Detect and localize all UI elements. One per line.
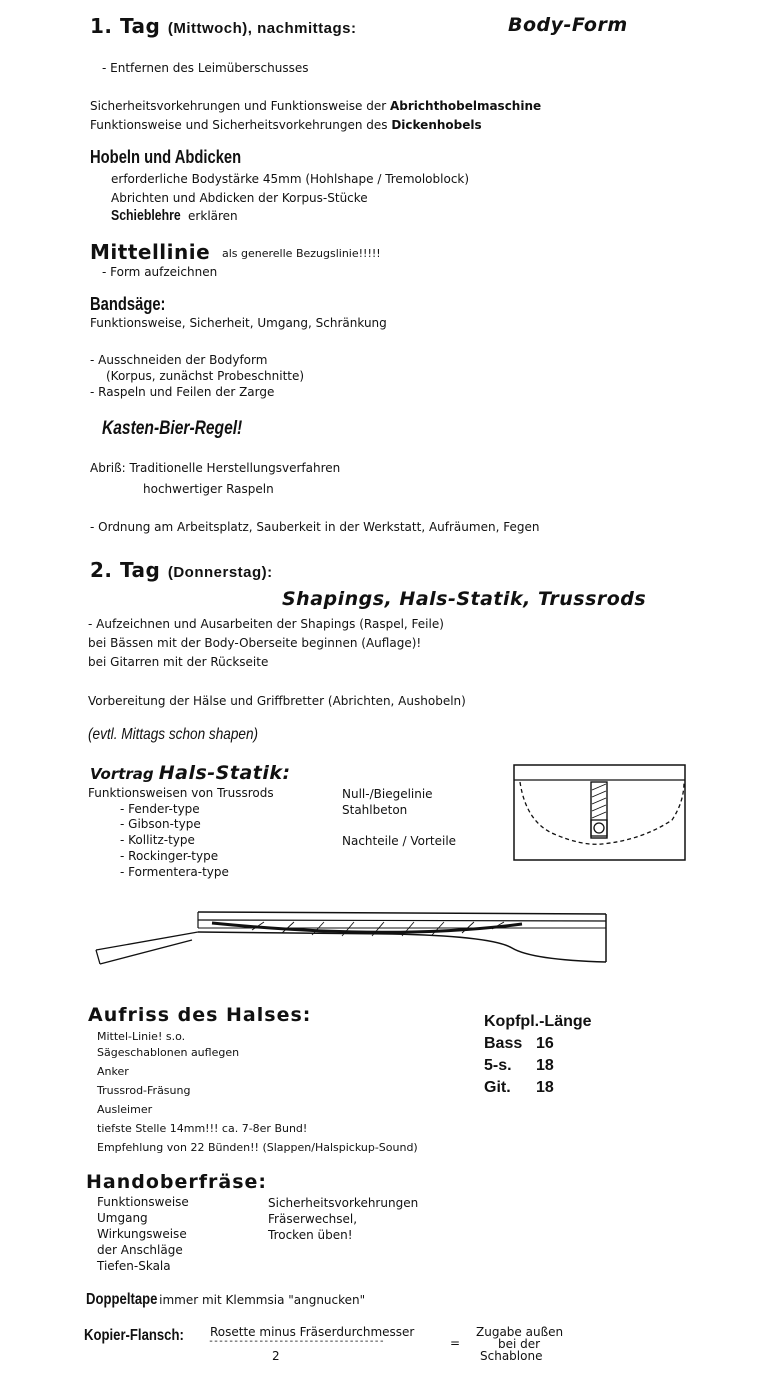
kopfplatte-git-label: Git.	[484, 1079, 511, 1096]
fraese-left-5: Tiefen-Skala	[97, 1259, 171, 1273]
form-aufzeichnen: - Form aufzeichnen	[102, 265, 218, 279]
schieblehre-line	[111, 205, 238, 224]
kopfplatte-bass-label: Bass	[484, 1035, 523, 1052]
dickenhobel-term: Dickenhobels	[391, 118, 482, 132]
day1-heading-subtitle: (Mittwoch), nachmittags:	[167, 20, 357, 37]
neck-cross-section-sketch	[512, 762, 688, 864]
safety-line-2	[90, 118, 482, 132]
cut-line-2: (Korpus, zunächst Probeschnitte)	[106, 369, 305, 383]
safety-line-1-text: Sicherheitsvorkehrungen und Funktionsweise der	[90, 99, 391, 113]
fraese-right-1: Sicherheitsvorkehrungen	[268, 1196, 419, 1210]
trussrod-type-5: - Formentera-type	[120, 865, 229, 879]
fraese-left-4: der Anschläge	[97, 1243, 183, 1257]
day2-heading	[90, 558, 273, 582]
aufriss-item-6: tiefste Stelle 14mm!!! ca. 7-8er Bund!	[97, 1122, 308, 1135]
fraese-right-2: Fräserwechsel,	[268, 1212, 358, 1226]
aufriss-item-4: Trussrod-Fräsung	[97, 1084, 191, 1097]
formula-equals: =	[450, 1336, 461, 1350]
formula-fraction-bar: -----------------------------------	[208, 1336, 384, 1347]
null-biegelinie: Null-/Biegelinie	[342, 787, 433, 801]
leim-line: - Entfernen des Leimüberschusses	[102, 61, 309, 75]
hobeln-heading: Hobeln und Abdicken	[90, 147, 242, 167]
safety-line-2-text: Funktionsweise und Sicherheitsvorkehrungen des	[90, 118, 392, 132]
day1-heading-number: 1. Tag	[90, 14, 161, 38]
day1-heading	[90, 14, 357, 38]
aufriss-item-1: Mittel-Linie! s.o.	[97, 1030, 186, 1043]
fraese-left-1: Funktionsweise	[97, 1195, 189, 1209]
day2-heading-subtitle: (Donnerstag):	[167, 564, 273, 581]
doppeltape-line	[86, 1289, 365, 1309]
aufriss-item-5: Ausleimer	[97, 1103, 153, 1116]
aufriss-item-2: Sägeschablonen auflegen	[97, 1046, 240, 1059]
day1-title: Body-Form	[508, 14, 628, 36]
cut-line-1: - Ausschneiden der Bodyform	[90, 353, 268, 367]
formula-result-2: bei der	[498, 1337, 541, 1351]
aufriss-heading: Aufriss des Halses:	[88, 1004, 312, 1026]
mittellinie-note: als generelle Bezugslinie!!!!!	[222, 247, 381, 260]
abriss-line-2: hochwertiger Raspeln	[143, 482, 274, 496]
vorbereitung-line: Vorbereitung der Hälse und Griffbretter (Abrichten, Aushobeln)	[88, 694, 466, 708]
trussrod-type-2: - Gibson-type	[120, 817, 201, 831]
vortrag-word: Vortrag	[90, 765, 154, 783]
kopfplatte-5s-value: 18	[536, 1057, 554, 1074]
fraese-heading: Handoberfräse:	[86, 1171, 268, 1193]
trussrod-type-4: - Rockinger-type	[120, 849, 219, 863]
mittellinie-heading: Mittellinie	[90, 240, 211, 264]
hobeln-line-1: erforderliche Bodystärke 45mm (Hohlshape / Tremoloblock)	[111, 172, 470, 186]
bandsaege-line: Funktionsweise, Sicherheit, Umgang, Schränkung	[90, 316, 387, 330]
safety-line-1	[90, 99, 541, 113]
abrichthobel-term: Abrichthobelmaschine	[390, 99, 542, 113]
evtl-note: (evtl. Mittags schon shapen)	[88, 726, 259, 743]
fraese-left-3: Wirkungsweise	[97, 1227, 187, 1241]
kopfplatte-title: Kopfpl.-Länge	[484, 1013, 592, 1030]
aufriss-item-7: Empfehlung von 22 Bünden!! (Slappen/Halspickup-Sound)	[97, 1141, 418, 1154]
hobeln-line-2: Abrichten und Abdicken der Korpus-Stücke	[111, 191, 368, 205]
erklaeren-text: erklären	[188, 209, 238, 223]
abriss-line-1: Abriß: Traditionelle Herstellungsverfahren	[90, 461, 341, 475]
hals-statik-word: Hals-Statik:	[158, 762, 291, 784]
formula-result-1: Zugabe außen	[476, 1325, 564, 1339]
aufriss-item-3: Anker	[97, 1065, 129, 1078]
vortrag-heading	[90, 762, 291, 784]
formula-numerator: Rosette minus Fräserdurchmesser	[210, 1325, 415, 1339]
kasten-bier-regel: Kasten-Bier-Regel!	[102, 418, 243, 439]
trussrods-intro: Funktionsweisen von Trussrods	[88, 786, 274, 800]
kopfplatte-git-value: 18	[536, 1079, 554, 1096]
fraese-right-3: Trocken üben!	[268, 1228, 353, 1242]
kopfplatte-5s-label: 5-s.	[484, 1057, 512, 1074]
bandsaege-heading: Bandsäge:	[90, 294, 166, 314]
kopfplatte-bass-value: 16	[536, 1035, 554, 1052]
cut-line-3: - Raspeln und Feilen der Zarge	[90, 385, 275, 399]
day2-line-3: bei Gitarren mit der Rückseite	[88, 655, 269, 669]
day2-line-1: - Aufzeichnen und Ausarbeiten der Shapings (Raspel, Feile)	[88, 617, 444, 631]
doppeltape-text: immer mit Klemmsia "angnucken"	[159, 1293, 366, 1307]
stahlbeton: Stahlbeton	[342, 803, 408, 817]
neck-side-view-sketch	[92, 908, 612, 970]
day2-line-2: bei Bässen mit der Body-Oberseite beginnen (Auflage)!	[88, 636, 422, 650]
ordnung-line: - Ordnung am Arbeitsplatz, Sauberkeit in der Werkstatt, Aufräumen, Fegen	[90, 520, 540, 534]
formula-denominator: 2	[272, 1349, 280, 1363]
day2-heading-number: 2. Tag	[90, 558, 161, 582]
doppeltape-term: Doppeltape	[86, 1291, 158, 1308]
fraese-left-2: Umgang	[97, 1211, 148, 1225]
day2-title: Shapings, Hals-Statik, Trussrods	[282, 588, 647, 610]
schieblehre-term: Schieblehre	[111, 207, 181, 224]
formula-result-3: Schablone	[480, 1349, 543, 1363]
kopier-flansch-label: Kopier-Flansch:	[84, 1327, 184, 1344]
nachteile-vorteile: Nachteile / Vorteile	[342, 834, 457, 848]
trussrod-type-3: - Kollitz-type	[120, 833, 195, 847]
trussrod-type-1: - Fender-type	[120, 802, 200, 816]
